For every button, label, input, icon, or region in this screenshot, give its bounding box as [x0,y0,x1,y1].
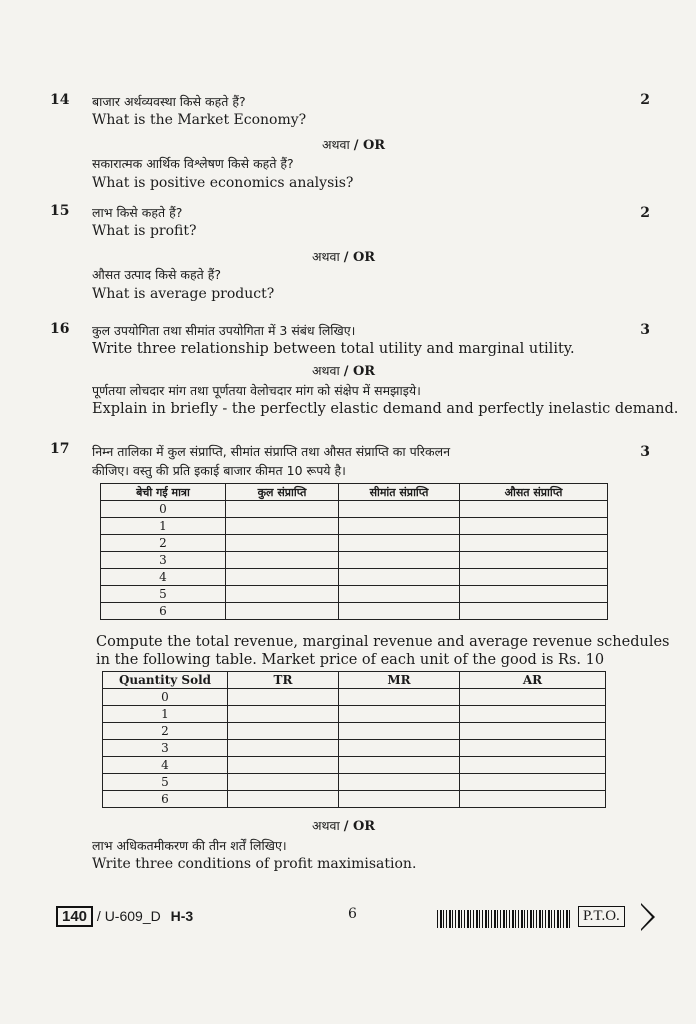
alt-question-hindi: पूर्णतया लोचदार मांग तथा पूर्णतया वेलोचदार मांग को संक्षेप में समझाइये। [92,383,421,398]
table-row [103,791,606,808]
blank-answer-cell [339,740,460,757]
revenue-table-english [102,671,606,808]
question-text-hindi: लाभ किसे कहते हैं? [92,205,183,220]
or-separator [322,136,385,153]
question-text-english: in the following table. Market price of each unit of the good is Rs. 10 [96,652,605,668]
table-row [103,774,606,791]
blank-answer-cell [228,723,339,740]
table-header: MR [339,672,460,689]
blank-answer-cell [460,552,608,569]
table-header: Quantity Sold [103,672,228,689]
quantity-cell: 6 [101,603,226,620]
blank-answer-cell [460,757,606,774]
table-header: बेची गई मात्रा [101,484,226,501]
or-hindi: अथवा [322,137,354,152]
blank-answer-cell [339,706,460,723]
blank-answer-cell [339,501,460,518]
quantity-cell: 1 [103,706,228,723]
alt-question-english: Write three conditions of profit maximisation. [92,856,417,872]
blank-answer-cell [228,689,339,706]
paper-code: / U-609_D [96,908,161,924]
or-english: / OR [353,138,386,153]
blank-answer-cell [226,586,339,603]
quantity-cell: 2 [101,535,226,552]
question-text-english: What is profit? [92,223,197,239]
quantity-cell: 5 [103,774,228,791]
blank-answer-cell [339,791,460,808]
question-number: 14 [50,92,70,108]
table-row [101,518,608,535]
question-marks: 3 [640,322,650,338]
blank-answer-cell [339,586,460,603]
blank-answer-cell [228,740,339,757]
or-separator [312,248,375,265]
table-row [101,501,608,518]
blank-answer-cell [339,774,460,791]
table-row [101,603,608,620]
quantity-cell: 4 [101,569,226,586]
paper-box-number: 140 [56,906,93,927]
table-row [103,740,606,757]
blank-answer-cell [460,791,606,808]
blank-answer-cell [460,603,608,620]
question-marks: 2 [640,92,650,108]
blank-answer-cell [460,518,608,535]
blank-answer-cell [228,774,339,791]
blank-answer-cell [460,569,608,586]
blank-answer-cell [339,689,460,706]
quantity-cell: 6 [103,791,228,808]
or-separator [312,362,375,379]
alt-question-english: Explain in briefly - the perfectly elastic demand and perfectly inelastic demand. [92,401,679,417]
quantity-cell: 1 [101,518,226,535]
blank-answer-cell [226,569,339,586]
blank-answer-cell [460,740,606,757]
question-number: 17 [50,441,70,457]
blank-answer-cell [226,552,339,569]
table-header: औसत संप्राप्ति [460,484,608,501]
table-row [101,535,608,552]
or-hindi: अथवा [312,818,344,833]
question-marks: 2 [640,205,650,221]
blank-answer-cell [228,706,339,723]
blank-answer-cell [460,774,606,791]
revenue-table-hindi [100,483,608,620]
question-number: 16 [50,321,70,337]
paper-set: H-3 [170,908,194,924]
table-header: कुल संप्राप्ति [226,484,339,501]
table-row [101,552,608,569]
or-english: / OR [343,250,376,265]
or-english: / OR [343,819,376,834]
barcode [437,910,572,928]
table-row [101,586,608,603]
or-hindi: अथवा [312,249,344,264]
question-text-hindi: कुल उपयोगिता तथा सीमांत उपयोगिता में 3 संबंध लिखिए। [92,323,356,338]
blank-answer-cell [226,603,339,620]
blank-answer-cell [339,535,460,552]
pto-arrow-icon-inner [641,905,652,929]
alt-question-hindi: औसत उत्पाद किसे कहते हैं? [92,267,222,282]
alt-question-hindi: लाभ अधिकतमीकरण की तीन शर्तें लिखिए। [92,838,287,853]
blank-answer-cell [339,757,460,774]
question-text-english: Write three relationship between total utility and marginal utility. [92,341,575,357]
blank-answer-cell [460,723,606,740]
alt-question-english: What is positive economics analysis? [92,175,354,191]
quantity-cell: 2 [103,723,228,740]
footer-code [56,906,193,927]
page-number: 6 [348,906,357,922]
table-row [103,757,606,774]
blank-answer-cell [339,518,460,535]
blank-answer-cell [226,535,339,552]
table-row [101,569,608,586]
or-english: / OR [343,364,376,379]
alt-question-hindi: सकारात्मक आर्थिक विश्लेषण किसे कहते हैं? [92,156,294,171]
blank-answer-cell [228,791,339,808]
or-hindi: अथवा [312,363,344,378]
question-text-english: What is the Market Economy? [92,112,307,128]
quantity-cell: 3 [101,552,226,569]
blank-answer-cell [339,603,460,620]
table-header: TR [228,672,339,689]
question-text-hindi: बाजार अर्थव्यवस्था किसे कहते हैं? [92,94,246,109]
blank-answer-cell [460,689,606,706]
question-text-hindi: निम्न तालिका में कुल संप्राप्ति, सीमांत संप्राप्ति तथा औसत संप्राप्ति का परिकलन [92,444,451,459]
alt-question-english: What is average product? [92,286,275,302]
or-separator [312,817,375,834]
blank-answer-cell [226,518,339,535]
blank-answer-cell [460,535,608,552]
quantity-cell: 5 [101,586,226,603]
blank-answer-cell [226,501,339,518]
blank-answer-cell [460,706,606,723]
quantity-cell: 0 [101,501,226,518]
blank-answer-cell [228,757,339,774]
quantity-cell: 4 [103,757,228,774]
question-marks: 3 [640,444,650,460]
table-row [103,706,606,723]
table-header: AR [460,672,606,689]
table-row [103,723,606,740]
table-header: सीमांत संप्राप्ति [339,484,460,501]
pto-label: P.T.O. [578,906,625,927]
blank-answer-cell [460,501,608,518]
quantity-cell: 0 [103,689,228,706]
blank-answer-cell [339,552,460,569]
blank-answer-cell [339,723,460,740]
question-text-english: Compute the total revenue, marginal revenue and average revenue schedules [96,634,670,650]
table-row [103,689,606,706]
question-text-hindi: कीजिए। वस्तु की प्रति इकाई बाजार कीमत 10 रूपये है। [92,463,346,478]
quantity-cell: 3 [103,740,228,757]
question-number: 15 [50,203,70,219]
blank-answer-cell [460,586,608,603]
blank-answer-cell [339,569,460,586]
